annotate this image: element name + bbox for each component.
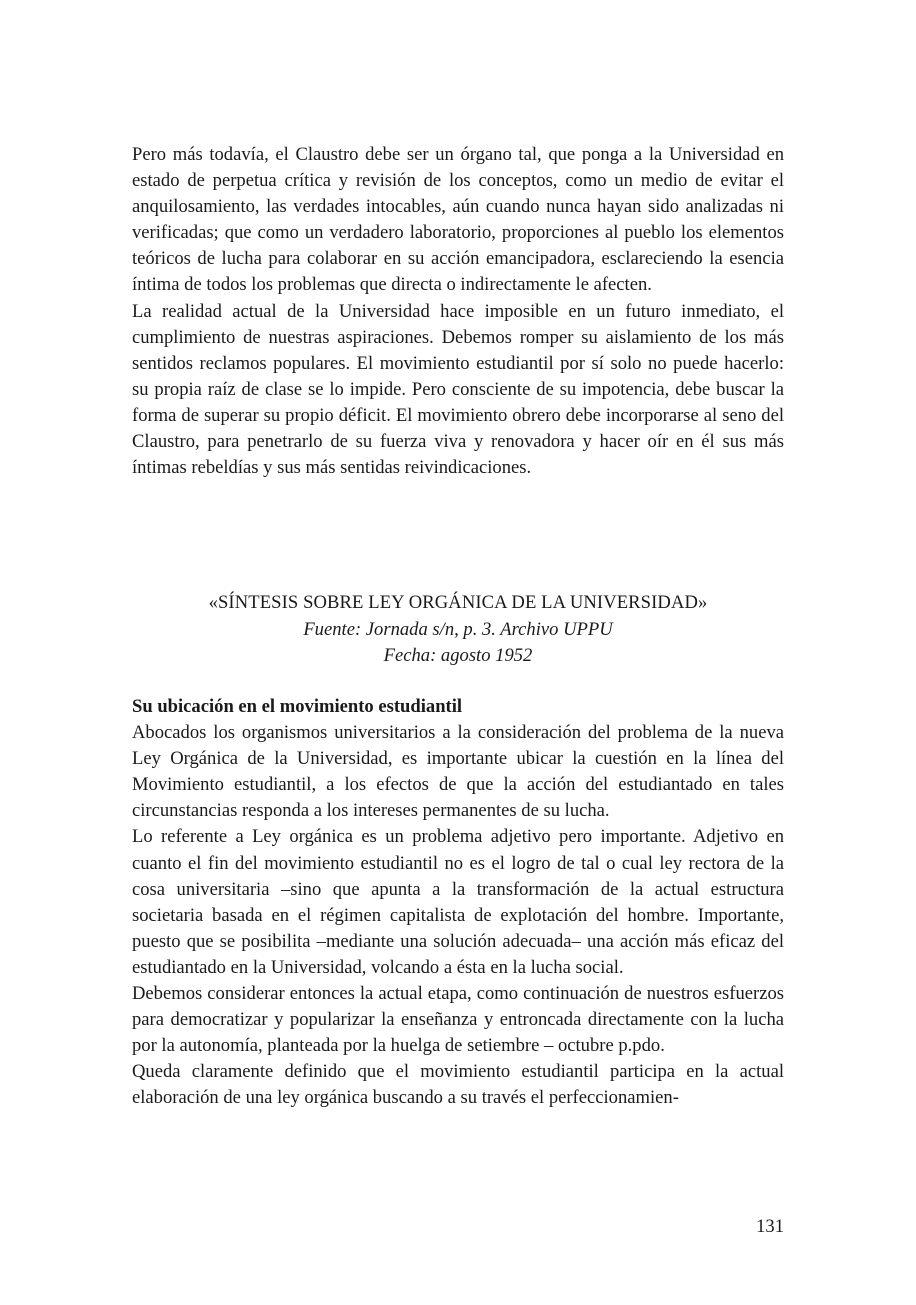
paragraph: Lo referente a Ley orgánica es un problema adjetivo pero importante. Adjetivo en cuanto el fin del movimiento estudiantil no es el logro de tal o cual ley rectora de la cosa universitaria –sino que apunta a la transformación de la actual estructura societaria basada en el régimen capitalista de explotación del hombre. Importante, puesto que se posibilita –mediante una solución adecuada– una acción más eficaz del estudiantado en la Universidad, volcando a ésta en la lucha social. xyxy=(132,826,784,978)
paragraph: Abocados los organismos universitarios a la consideración del problema de la nueva Ley Orgánica de la Universidad, es importante ubicar la cuestión en la línea del Movimiento estudiantil, a los efectos de que la acción del estudiantado en tales circunstancias responda a los intereses permanentes de su lucha. xyxy=(132,722,784,822)
section-heading xyxy=(132,590,784,670)
section-date: Fecha: agosto 1952 xyxy=(383,645,533,666)
paragraph: Queda claramente definido que el movimiento estudiantil participa en la actual elaboración de una ley orgánica buscando a su través el perfeccionamien- xyxy=(132,1061,784,1109)
paragraph: La realidad actual de la Universidad hace imposible en un futuro inmediato, el cumplimiento de nuestras aspiraciones. Debemos romper su aislamiento de los más sentidos reclamos populares. El movimiento estudiantil por sí solo no puede hacerlo: su propia raíz de clase se lo impide. Pero consciente de su impotencia, debe buscar la forma de superar su propio déficit. El movimiento obrero debe incorporarse al seno del Claustro, para penetrarlo de su fuerza viva y renovadora y hacer oír en él sus más íntimas rebeldías y sus más sentidas reivindicaciones. xyxy=(132,300,784,479)
body-text-top xyxy=(132,142,784,481)
paragraph: Pero más todavía, el Claustro debe ser un órgano tal, que ponga a la Universidad en estado de perpetua crítica y revisión de los conceptos, como un medio de evitar el anquilosamiento, las verdades intocables, aún cuando nunca hayan sido analizadas ni verificadas; que como un verdadero laboratorio, proporciones al pueblo los elementos teóricos de lucha para colaborar en su acción emancipadora, esclareciendo la esencia íntima de todos los problemas que directa o indirectamente le afecten. xyxy=(132,144,784,296)
page-number: 131 xyxy=(756,1216,784,1237)
section-title: «SÍNTESIS SOBRE LEY ORGÁNICA DE LA UNIVERSIDAD» xyxy=(208,592,708,613)
paragraph: Debemos considerar entonces la actual etapa, como continuación de nuestros esfuerzos para democratizar y popularizar la enseñanza y entroncada directamente con la lucha por la autonomía, planteada por la huelga de setiembre – octubre p.pdo. xyxy=(132,983,784,1057)
body-text-bottom xyxy=(132,694,784,1112)
section-source: Fuente: Jornada s/n, p. 3. Archivo UPPU xyxy=(303,618,613,640)
subheading: Su ubicación en el movimiento estudiantil xyxy=(132,696,463,717)
